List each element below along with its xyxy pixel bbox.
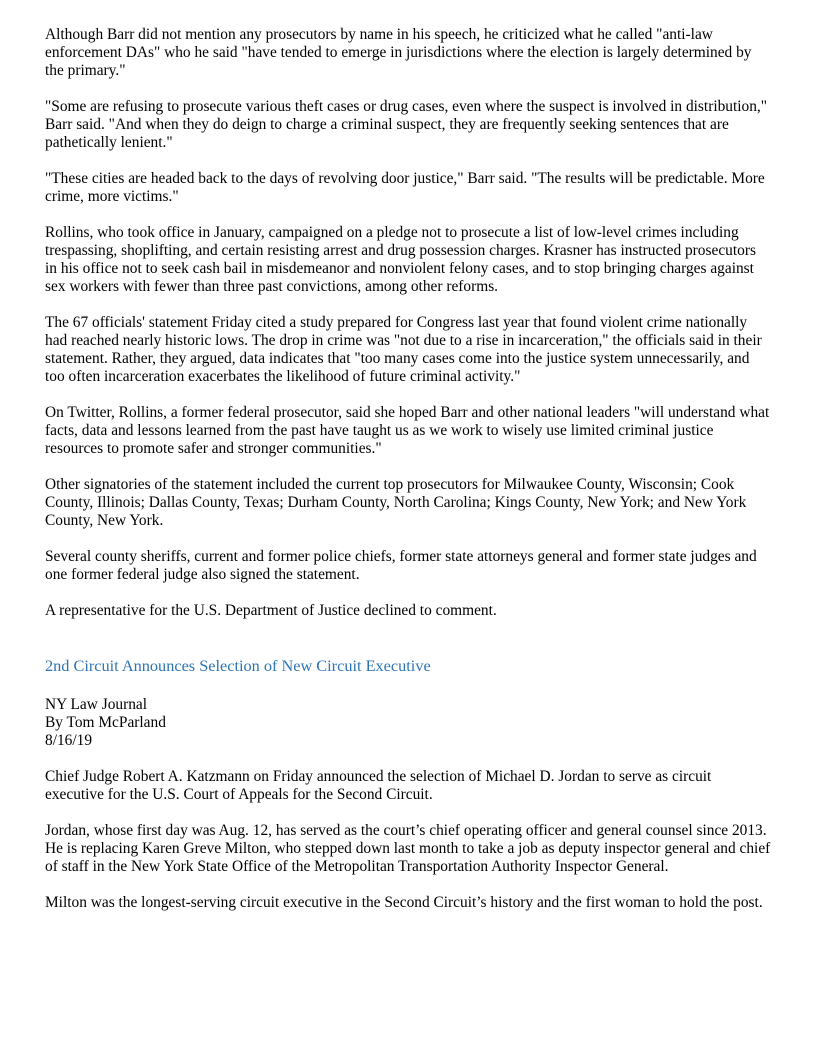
paragraph: Several county sheriffs, current and former police chiefs, former state attorneys general and former state judges and one former federal judge also signed the statement. — [45, 548, 757, 583]
byline: By Tom McParland — [45, 714, 166, 731]
paragraph: Other signatories of the statement included the current top prosecutors for Milwaukee County, Wisconsin; Cook County, Illinois; Dallas County, Texas; Durham County, North Carolina; Kings County, New York; and New York County, New York. — [45, 476, 747, 529]
paragraph: The 67 officials' statement Friday cited a study prepared for Congress last year that found violent crime nationally had reached nearly historic lows. The drop in crime was "not due to a rise in incarceration," the officials said in their statement. Rather, they argued, data indicates that "too many cases come into the justice system unnecessarily, and too often incarceration exacerbates the likelihood of future criminal activity." — [45, 314, 762, 385]
publication-date: 8/16/19 — [45, 732, 93, 749]
paragraph: Chief Judge Robert A. Katzmann on Friday announced the selection of Michael D. Jordan to serve as circuit executive for the U.S. Court of Appeals for the Second Circuit. — [45, 768, 712, 803]
document-page — [45, 26, 771, 930]
paragraph: Rollins, who took office in January, campaigned on a pledge not to prosecute a list of low-level crimes including trespassing, shoplifting, and certain resisting arrest and drug possession charges. Krasner has instructed prosecutors in his office not to seek cash bail in misdemeanor and nonviolent felony cases, and to stop bringing charges against sex workers with fewer than three past convictions, among other reforms. — [45, 224, 756, 295]
article-barr-prosecutors — [45, 26, 771, 620]
article-title-link[interactable]: 2nd Circuit Announces Selection of New Circuit Executive — [45, 656, 431, 675]
paragraph: A representative for the U.S. Department of Justice declined to comment. — [45, 602, 497, 619]
article-meta — [45, 696, 771, 750]
paragraph: Jordan, whose first day was Aug. 12, has served as the court’s chief operating officer and general counsel since 2013. He is replacing Karen Greve Milton, who stepped down last month to take a job as deputy inspector general and chief of staff in the New York State Office of the Metropolitan Transportation Authority Inspector General. — [45, 822, 771, 875]
paragraph: Milton was the longest-serving circuit executive in the Second Circuit’s history and the first woman to hold the post. — [45, 894, 763, 911]
paragraph: "Some are refusing to prosecute various theft cases or drug cases, even where the suspect is involved in distribution," Barr said. "And when they do deign to charge a criminal suspect, they are frequently seeking sentences that are pathetically lenient." — [45, 98, 768, 151]
paragraph: Although Barr did not mention any prosecutors by name in his speech, he criticized what he called "anti-law enforcement DAs" who he said "have tended to emerge in jurisdictions where the election is largely determined by the primary." — [45, 26, 752, 79]
paragraph: On Twitter, Rollins, a former federal prosecutor, said she hoped Barr and other national leaders "will understand what facts, data and lessons learned from the past have taught us as we work to wisely use limited criminal justice resources to promote safer and stronger communities." — [45, 404, 770, 457]
paragraph: "These cities are headed back to the days of revolving door justice," Barr said. "The results will be predictable. More crime, more victims." — [45, 170, 765, 205]
article-circuit-executive — [45, 656, 771, 912]
publication-name: NY Law Journal — [45, 696, 148, 713]
